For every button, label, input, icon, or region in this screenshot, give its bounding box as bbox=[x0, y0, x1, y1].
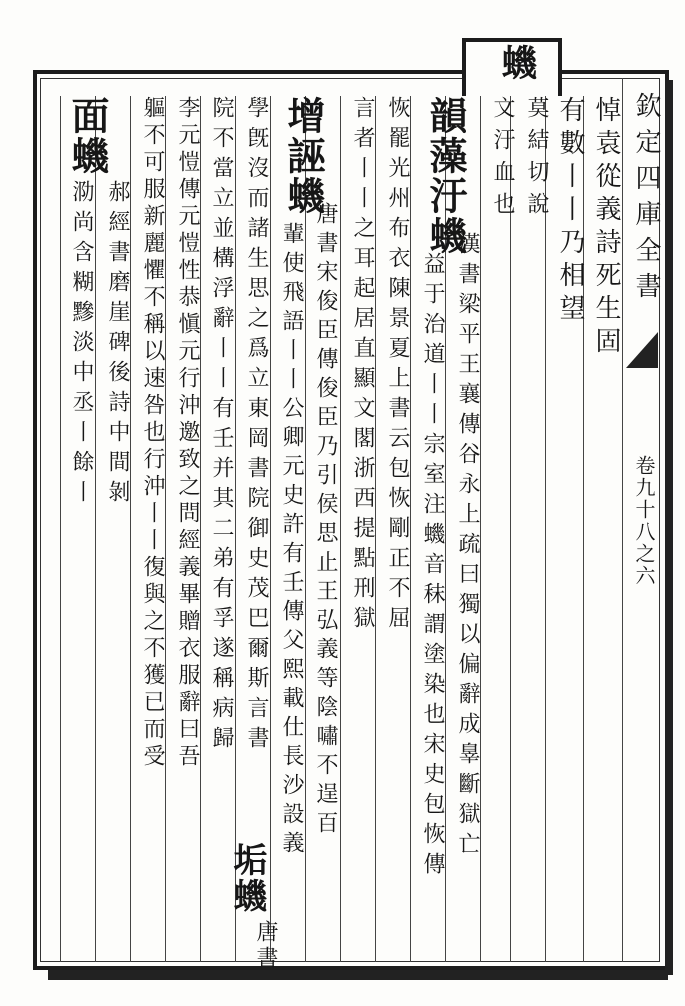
column-divider bbox=[510, 96, 511, 962]
series-title: 欽定四庫全書 bbox=[631, 92, 661, 308]
text-column: 悼袁從義詩死生固 bbox=[591, 96, 621, 360]
fold-mark-icon bbox=[624, 330, 660, 370]
text-column: 有數丨丨乃相望 bbox=[555, 96, 585, 327]
entry-headword: 韻藻汙蟣 bbox=[423, 96, 468, 256]
juan-number: 卷九十八之六 bbox=[632, 455, 656, 587]
text-column: 文汙血也 bbox=[490, 96, 515, 224]
text-column: 軀不可服新麗懼不稱以速咎也行沖丨丨復與之不獲已而受 bbox=[140, 96, 165, 771]
text-column: 學旣沒而諸生思之爲立東岡書院御史茂巴爾斯言書 bbox=[244, 96, 269, 756]
text-column: 漢書梁平王襄傳谷永上疏曰獨以偏辭成辠斷獄亡 bbox=[455, 232, 480, 862]
entry-headword: 面蟣 bbox=[65, 96, 110, 176]
page-edge-shadow-bottom bbox=[48, 970, 668, 980]
entry-headword: 垢蟣 bbox=[227, 842, 267, 914]
text-column: 郝經書磨崖碑後詩中間剝 bbox=[105, 180, 130, 510]
text-column: 唐書宋俊臣傳俊臣乃引侯思止王弘義等陰嘯不逞百 bbox=[313, 202, 338, 840]
entry-headword: 增誣蟣 bbox=[281, 96, 326, 216]
text-column: 莫結切說 bbox=[524, 96, 549, 224]
column-divider bbox=[545, 96, 546, 962]
tab-headword: 蟣 bbox=[496, 44, 538, 82]
text-column: 李元愷傳元愷性恭愼元行沖邀致之問經義畢贈衣服辭曰吾 bbox=[175, 96, 200, 771]
text-column: 言者丨丨之耳起居直顯文閣浙西提點刑獄 bbox=[350, 96, 375, 636]
text-column: 唐書 bbox=[253, 920, 278, 972]
text-column: 益于治道丨丨宗室注蟣音秣謂塗染也宋史包恢傳 bbox=[420, 252, 445, 882]
text-column: 輩使飛語丨丨公卿元史許有壬傳父熙載仕長沙設義 bbox=[279, 222, 304, 860]
text-column: 恢罷光州布衣陳景夏上書云包恢剛正不屈 bbox=[385, 96, 410, 636]
page-edge-shadow-right bbox=[665, 80, 673, 975]
text-column: 泐尚含糊黲淡中丞丨餘丨 bbox=[69, 180, 94, 510]
column-divider bbox=[60, 96, 61, 962]
text-column: 院不當立並構浮辭丨丨有壬并其二弟有孚遂稱病歸 bbox=[209, 96, 234, 756]
